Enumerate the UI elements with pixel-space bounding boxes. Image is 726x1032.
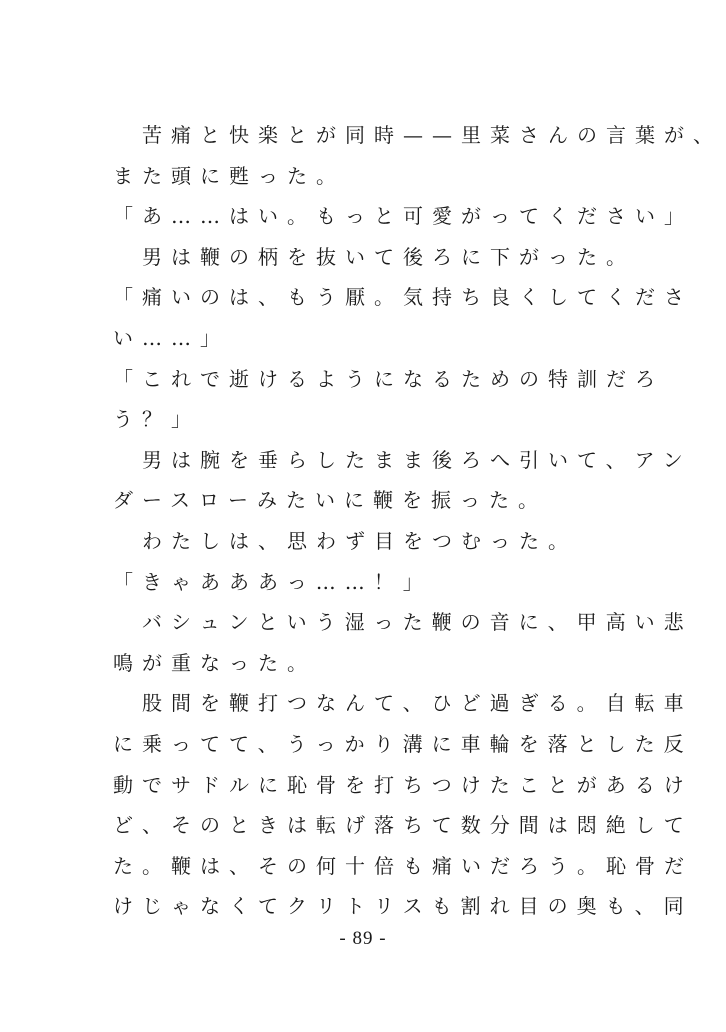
body-text: [113, 115, 722, 927]
text-line: た。鞭は、その何十倍も痛いだろう。恥骨だ: [113, 853, 693, 878]
text-line: ど、そのときは転げ落ちて数分間は悶絶して: [113, 813, 693, 838]
text-line: 股間を鞭打つなんて、ひど過ぎる。自転車: [113, 691, 693, 716]
text-line: 苦痛と快楽とが同時——里菜さんの言葉が、: [113, 123, 722, 147]
text-line: 男は鞭の柄を抜いて後ろに下がった。: [113, 244, 635, 269]
text-line: 動でサドルに恥骨を打ちつけたことがあるけ: [113, 772, 693, 797]
text-line: 「あ……はい。もっと可愛がってください」: [113, 204, 693, 229]
text-line: 男は腕を垂らしたまま後ろへ引いて、アン: [113, 447, 692, 472]
text-line: 「これで逝けるようになるための特訓だろ: [113, 366, 664, 391]
text-line: わたしは、思わず目をつむった。: [113, 528, 577, 553]
text-line: バシュンという湿った鞭の音に、甲高い悲: [113, 610, 693, 635]
text-line: けじゃなくてクリトリスも割れ目の奥も、同: [113, 894, 693, 919]
text-line: 「きゃあああっ……！」: [113, 569, 432, 594]
text-line: ダースローみたいに鞭を振った。: [113, 488, 547, 513]
text-line: う？」: [113, 407, 200, 432]
text-line: い……」: [113, 325, 229, 350]
page-number: - 89 -: [339, 928, 387, 949]
text-line: また頭に甦った。: [113, 163, 345, 188]
text-line: 「痛いのは、もう厭。気持ち良くしてくださ: [113, 285, 693, 310]
text-line: に乗ってて、うっかり溝に車輪を落とした反: [113, 731, 693, 756]
text-line: 鳴が重なった。: [113, 650, 316, 675]
